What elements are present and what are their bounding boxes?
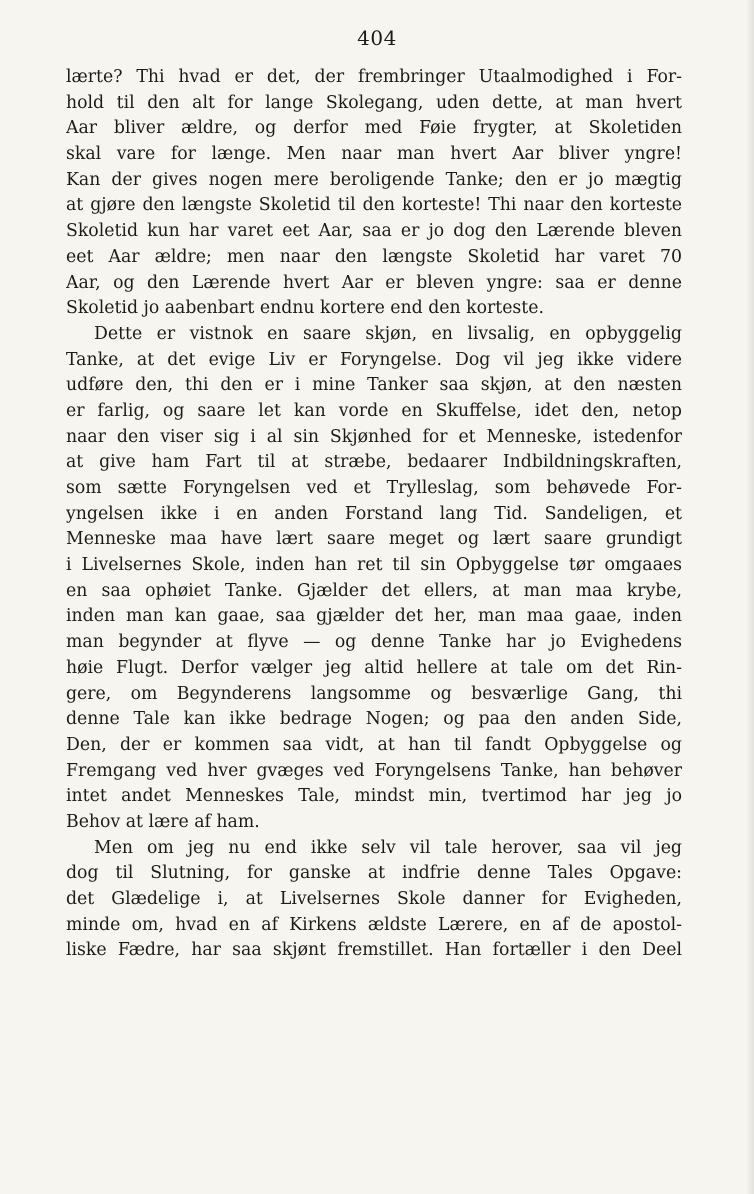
- text-line: det Glædelige i, at Livelsernes Skole danner for Evigheden,: [66, 889, 682, 909]
- text-line: Skoletid jo aabenbart endnu kortere end den korteste.: [66, 298, 544, 319]
- text-line: naar den viser sig i al sin Skjønhed for et Menneske, istedenfor: [66, 426, 682, 447]
- page-edge-shadow: [746, 0, 754, 1194]
- text-line: Skoletid kun har varet eet Aar, saa er jo dog den Lærende bleven: [66, 221, 682, 242]
- text-line: Menneske maa have lært saare meget og lært saare grundigt: [66, 529, 682, 550]
- text-line: intet andet Menneskes Tale, mindst min, tvertimod har jeg jo: [66, 786, 682, 807]
- page-number: 404: [357, 26, 397, 50]
- body-text: [66, 65, 682, 964]
- text-line: udføre den, thi den er i mine Tanker saa skjøn, at den næsten: [66, 375, 682, 396]
- text-line: at gjøre den længste Skoletid til den korteste! Thi naar den korteste: [66, 195, 682, 216]
- text-line: Men om jeg nu end ikke selv vil tale herover, saa vil jeg: [94, 837, 682, 858]
- text-line: i Livelsernes Skole, inden han ret til sin Opbyggelse tør omgaaes: [66, 555, 682, 576]
- text-line: Aar, og den Lærende hvert Aar er bleven yngre: saa er denne: [66, 272, 682, 293]
- text-line: denne Tale kan ikke bedrage Nogen; og paa den anden Side,: [66, 709, 682, 730]
- text-line: dog til Slutning, for ganske at indfrie denne Tales Opgave:: [66, 863, 682, 884]
- text-line: liske Fædre, har saa skjønt fremstillet. Han fortæller i den Deel: [66, 940, 682, 961]
- text-line: som sætte Foryngelsen ved et Trylleslag, som behøvede For-: [66, 478, 682, 498]
- text-line: skal vare for længe. Men naar man hvert Aar bliver yngre!: [66, 144, 682, 165]
- text-line: Behov at lære af ham.: [66, 811, 260, 832]
- text-line: Aar bliver ældre, og derfor med Føie frygter, at Skoletiden: [66, 118, 682, 139]
- text-line: lærte? Thi hvad er det, der frembringer Utaalmodighed i For-: [66, 67, 682, 87]
- text-line: Fremgang ved hver gvæges ved Foryngelsens Tanke, han behøver: [66, 760, 682, 781]
- text-line: hold til den alt for lange Skolegang, uden dette, at man hvert: [66, 92, 682, 113]
- text-line: inden man kan gaae, saa gjælder det her, man maa gaae, inden: [66, 606, 682, 627]
- text-line: Den, der er kommen saa vidt, at han til fandt Opbyggelse og: [66, 734, 682, 755]
- text-line: Kan der gives nogen mere beroligende Tanke; den er jo mægtig: [66, 169, 682, 190]
- text-line: man begynder at flyve — og denne Tanke har jo Evighedens: [66, 632, 682, 653]
- text-line: eet Aar ældre; men naar den længste Skoletid har varet 70: [66, 246, 682, 267]
- text-line: minde om, hvad en af Kirkens ældste Lærere, en af de apostol-: [66, 914, 682, 935]
- text-line: er farlig, og saare let kan vorde en Skuffelse, idet den, netop: [66, 400, 682, 421]
- text-line: Tanke, at det evige Liv er Foryngelse. Dog vil jeg ikke videre: [66, 349, 682, 370]
- text-line: gere, om Begynderens langsomme og besværlige Gang, thi: [66, 683, 682, 704]
- text-line: yngelsen ikke i en anden Forstand lang Tid. Sandeligen, et: [66, 503, 682, 524]
- text-line: høie Flugt. Derfor vælger jeg altid hellere at tale om det Rin-: [66, 657, 682, 678]
- text-line: at give ham Fart til at stræbe, bedaarer Indbildningskraften,: [66, 452, 682, 473]
- text-line: Dette er vistnok en saare skjøn, en livsalig, en opbyggelig: [94, 323, 682, 344]
- text-line: en saa ophøiet Tanke. Gjælder det ellers, at man maa krybe,: [66, 580, 682, 601]
